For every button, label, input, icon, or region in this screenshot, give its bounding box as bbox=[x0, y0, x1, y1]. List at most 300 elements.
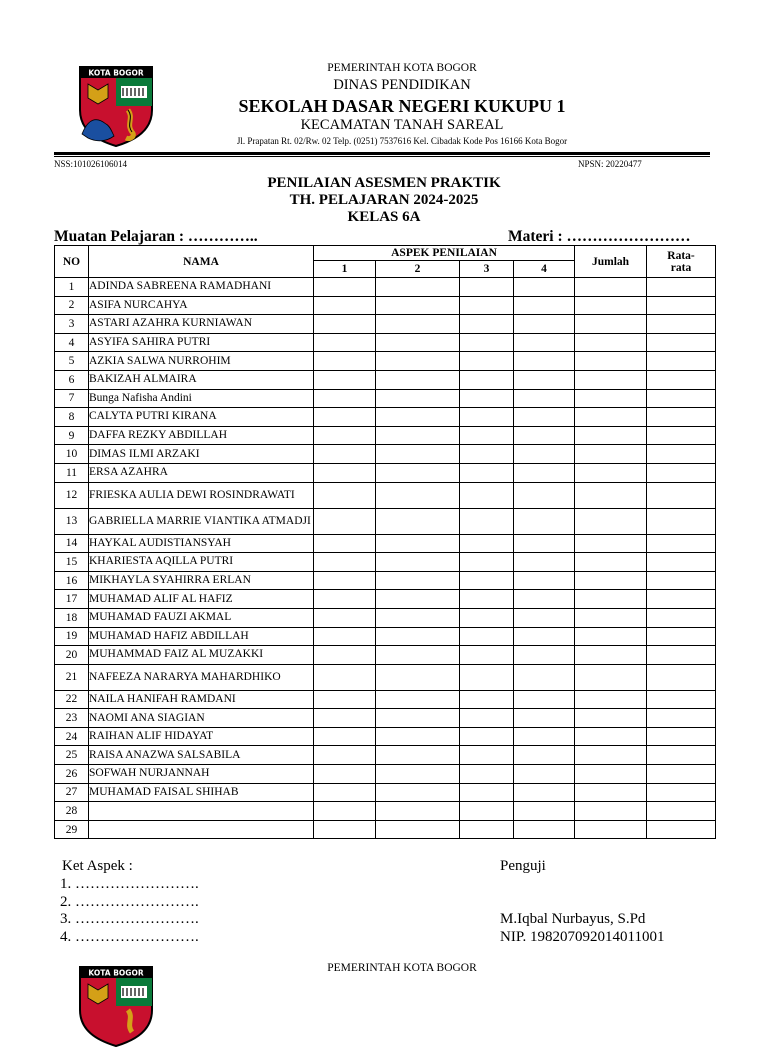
table-row bbox=[55, 370, 716, 389]
row-number: 20 bbox=[55, 646, 89, 665]
student-name: MIKHAYLA SYAHIRRA ERLAN bbox=[89, 571, 314, 590]
table-row bbox=[55, 315, 716, 334]
aspect-4-cell bbox=[514, 571, 575, 590]
district-name: KECAMATAN TANAH SAREAL bbox=[300, 117, 504, 133]
student-name: BAKIZAH ALMAIRA bbox=[89, 370, 314, 389]
aspect-1-cell bbox=[314, 278, 376, 297]
aspect-1-cell bbox=[314, 802, 376, 821]
student-name: ADINDA SABREENA RAMADHANI bbox=[89, 278, 314, 297]
table-row bbox=[55, 646, 716, 665]
aspect-4-cell bbox=[514, 802, 575, 821]
aspect-2-cell bbox=[376, 664, 460, 690]
row-number: 14 bbox=[55, 534, 89, 553]
subject-field: Muatan Pelajaran : ………….. bbox=[54, 228, 258, 245]
aspect-1-cell bbox=[314, 590, 376, 609]
aspect-3-cell bbox=[460, 783, 514, 802]
aspect-3-cell bbox=[460, 571, 514, 590]
aspect-1-cell bbox=[314, 783, 376, 802]
aspect-2-cell bbox=[376, 278, 460, 297]
aspect-3-cell bbox=[460, 482, 514, 508]
student-name: MUHAMAD ALIF AL HAFIZ bbox=[89, 590, 314, 609]
aspect-3-cell bbox=[460, 352, 514, 371]
student-name: ASIFA NURCAHYA bbox=[89, 296, 314, 315]
header-aspect-3: 3 bbox=[460, 261, 514, 278]
aspect-2-cell bbox=[376, 508, 460, 534]
average-cell bbox=[647, 590, 716, 609]
table-row bbox=[55, 389, 716, 408]
aspect-2-cell bbox=[376, 389, 460, 408]
total-cell bbox=[575, 820, 647, 839]
student-name: SOFWAH NURJANNAH bbox=[89, 765, 314, 784]
aspect-1-cell bbox=[314, 571, 376, 590]
total-cell bbox=[575, 627, 647, 646]
examiner-name: M.Iqbal Nurbayus, S.Pd bbox=[500, 911, 646, 927]
examiner-label: Penguji bbox=[500, 858, 546, 874]
aspect-4-cell bbox=[514, 408, 575, 427]
average-cell bbox=[647, 664, 716, 690]
total-cell bbox=[575, 571, 647, 590]
student-name: DIMAS ILMI ARZAKI bbox=[89, 445, 314, 464]
row-number: 6 bbox=[55, 370, 89, 389]
average-cell bbox=[647, 278, 716, 297]
aspect-note-label: Ket Aspek : bbox=[62, 858, 133, 874]
student-name: ASTARI AZAHRA KURNIAWAN bbox=[89, 315, 314, 334]
total-cell bbox=[575, 508, 647, 534]
table-row bbox=[55, 590, 716, 609]
total-cell bbox=[575, 727, 647, 746]
row-number: 1 bbox=[55, 278, 89, 297]
total-cell bbox=[575, 315, 647, 334]
aspect-line-2: 2. ……………………. bbox=[60, 894, 199, 910]
aspect-2-cell bbox=[376, 571, 460, 590]
average-cell bbox=[647, 445, 716, 464]
student-rows bbox=[55, 278, 716, 839]
aspect-2-cell bbox=[376, 590, 460, 609]
aspect-4-cell bbox=[514, 534, 575, 553]
table-row bbox=[55, 820, 716, 839]
average-cell bbox=[647, 646, 716, 665]
total-cell bbox=[575, 802, 647, 821]
total-cell bbox=[575, 608, 647, 627]
aspect-1-cell bbox=[314, 389, 376, 408]
aspect-1-cell bbox=[314, 408, 376, 427]
aspect-3-cell bbox=[460, 534, 514, 553]
aspect-3-cell bbox=[460, 727, 514, 746]
total-cell bbox=[575, 389, 647, 408]
table-row bbox=[55, 571, 716, 590]
header-aspect: ASPEK PENILAIAN bbox=[314, 246, 575, 261]
aspect-3-cell bbox=[460, 802, 514, 821]
aspect-1-cell bbox=[314, 646, 376, 665]
aspect-3-cell bbox=[460, 508, 514, 534]
aspect-2-cell bbox=[376, 482, 460, 508]
aspect-1-cell bbox=[314, 445, 376, 464]
aspect-3-cell bbox=[460, 608, 514, 627]
table-row bbox=[55, 333, 716, 352]
total-cell bbox=[575, 445, 647, 464]
aspect-3-cell bbox=[460, 333, 514, 352]
table-row bbox=[55, 278, 716, 297]
row-number: 21 bbox=[55, 664, 89, 690]
table-row bbox=[55, 445, 716, 464]
aspect-4-cell bbox=[514, 315, 575, 334]
aspect-1-cell bbox=[314, 765, 376, 784]
total-cell bbox=[575, 534, 647, 553]
aspect-1-cell bbox=[314, 727, 376, 746]
total-cell bbox=[575, 690, 647, 709]
aspect-1-cell bbox=[314, 608, 376, 627]
table-row bbox=[55, 664, 716, 690]
aspect-4-cell bbox=[514, 508, 575, 534]
aspect-2-cell bbox=[376, 408, 460, 427]
student-name: Bunga Nafisha Andini bbox=[89, 389, 314, 408]
student-name: CALYTA PUTRI KIRANA bbox=[89, 408, 314, 427]
total-cell bbox=[575, 408, 647, 427]
aspect-2-cell bbox=[376, 627, 460, 646]
aspect-1-cell bbox=[314, 746, 376, 765]
aspect-2-cell bbox=[376, 426, 460, 445]
aspect-2-cell bbox=[376, 534, 460, 553]
aspect-4-cell bbox=[514, 296, 575, 315]
aspect-2-cell bbox=[376, 553, 460, 572]
aspect-3-cell bbox=[460, 820, 514, 839]
aspect-3-cell bbox=[460, 690, 514, 709]
student-name bbox=[89, 820, 314, 839]
student-name: MUHAMAD FAUZI AKMAL bbox=[89, 608, 314, 627]
doc-year: TH. PELAJARAN 2024-2025 bbox=[289, 192, 479, 208]
aspect-4-cell bbox=[514, 783, 575, 802]
student-name: MUHAMAD HAFIZ ABDILLAH bbox=[89, 627, 314, 646]
aspect-4-cell bbox=[514, 646, 575, 665]
table-row bbox=[55, 727, 716, 746]
aspect-4-cell bbox=[514, 590, 575, 609]
average-cell bbox=[647, 482, 716, 508]
aspect-4-cell bbox=[514, 463, 575, 482]
school-address: Jl. Prapatan Rt. 02/Rw. 02 Telp. (0251) 7537616 Kel. Cibadak Kode Pos 16166 Kota Bogor bbox=[236, 136, 568, 146]
aspect-3-cell bbox=[460, 664, 514, 690]
average-cell bbox=[647, 727, 716, 746]
total-cell bbox=[575, 333, 647, 352]
aspect-4-cell bbox=[514, 608, 575, 627]
table-row bbox=[55, 508, 716, 534]
average-cell bbox=[647, 820, 716, 839]
aspect-1-cell bbox=[314, 333, 376, 352]
aspect-3-cell bbox=[460, 315, 514, 334]
aspect-2-cell bbox=[376, 315, 460, 334]
aspect-4-cell bbox=[514, 820, 575, 839]
header-average-line2: rata bbox=[670, 261, 692, 274]
student-name: MUHAMMAD FAIZ AL MUZAKKI bbox=[89, 646, 314, 665]
total-cell bbox=[575, 296, 647, 315]
aspect-2-cell bbox=[376, 802, 460, 821]
logo-text-page2: KOTA BOGOR bbox=[88, 968, 144, 978]
row-number: 11 bbox=[55, 463, 89, 482]
row-number: 23 bbox=[55, 709, 89, 728]
table-row bbox=[55, 296, 716, 315]
total-cell bbox=[575, 746, 647, 765]
aspect-3-cell bbox=[460, 389, 514, 408]
table-row bbox=[55, 627, 716, 646]
row-number: 22 bbox=[55, 690, 89, 709]
aspect-4-cell bbox=[514, 389, 575, 408]
average-cell bbox=[647, 571, 716, 590]
average-cell bbox=[647, 463, 716, 482]
average-cell bbox=[647, 709, 716, 728]
total-cell bbox=[575, 278, 647, 297]
student-name: NAFEEZA NARARYA MAHARDHIKO bbox=[89, 664, 314, 690]
dept-name: DINAS PENDIDIKAN bbox=[333, 77, 471, 93]
aspect-1-cell bbox=[314, 482, 376, 508]
aspect-1-cell bbox=[314, 709, 376, 728]
aspect-1-cell bbox=[314, 690, 376, 709]
total-cell bbox=[575, 463, 647, 482]
aspect-4-cell bbox=[514, 426, 575, 445]
logo-text: KOTA BOGOR bbox=[88, 68, 144, 78]
average-cell bbox=[647, 608, 716, 627]
average-cell bbox=[647, 746, 716, 765]
aspect-2-cell bbox=[376, 727, 460, 746]
aspect-4-cell bbox=[514, 709, 575, 728]
row-number: 4 bbox=[55, 333, 89, 352]
aspect-3-cell bbox=[460, 296, 514, 315]
aspect-4-cell bbox=[514, 627, 575, 646]
aspect-4-cell bbox=[514, 333, 575, 352]
table-row bbox=[55, 408, 716, 427]
student-name: MUHAMAD FAISAL SHIHAB bbox=[89, 783, 314, 802]
total-cell bbox=[575, 664, 647, 690]
average-cell bbox=[647, 534, 716, 553]
aspect-4-cell bbox=[514, 690, 575, 709]
aspect-2-cell bbox=[376, 333, 460, 352]
student-name: RAISA ANAZWA SALSABILA bbox=[89, 746, 314, 765]
doc-title: PENILAIAN ASESMEN PRAKTIK bbox=[267, 175, 501, 191]
table-row bbox=[55, 690, 716, 709]
aspect-1-cell bbox=[314, 820, 376, 839]
total-cell bbox=[575, 646, 647, 665]
row-number: 15 bbox=[55, 553, 89, 572]
table-row bbox=[55, 463, 716, 482]
aspect-1-cell bbox=[314, 508, 376, 534]
npsn-number: NPSN: 20220477 bbox=[578, 159, 642, 169]
aspect-1-cell bbox=[314, 315, 376, 334]
table-row bbox=[55, 608, 716, 627]
material-field: Materi : …………………… bbox=[508, 228, 691, 245]
table-row bbox=[55, 482, 716, 508]
row-number: 13 bbox=[55, 508, 89, 534]
student-name: ERSA AZAHRA bbox=[89, 463, 314, 482]
aspect-1-cell bbox=[314, 664, 376, 690]
examiner-nip: NIP. 198207092014011001 bbox=[500, 929, 665, 945]
aspect-3-cell bbox=[460, 553, 514, 572]
aspect-4-cell bbox=[514, 727, 575, 746]
student-name: NAOMI ANA SIAGIAN bbox=[89, 709, 314, 728]
average-cell bbox=[647, 426, 716, 445]
header-aspect-4: 4 bbox=[514, 261, 575, 278]
aspect-1-cell bbox=[314, 296, 376, 315]
aspect-2-cell bbox=[376, 765, 460, 784]
gov-name-page2: PEMERINTAH KOTA BOGOR bbox=[327, 962, 477, 974]
total-cell bbox=[575, 783, 647, 802]
gov-name: PEMERINTAH KOTA BOGOR bbox=[327, 62, 477, 74]
aspect-3-cell bbox=[460, 709, 514, 728]
average-cell bbox=[647, 408, 716, 427]
average-cell bbox=[647, 783, 716, 802]
row-number: 26 bbox=[55, 765, 89, 784]
row-number: 25 bbox=[55, 746, 89, 765]
student-name: KHARIESTA AQILLA PUTRI bbox=[89, 553, 314, 572]
total-cell bbox=[575, 590, 647, 609]
total-cell bbox=[575, 553, 647, 572]
row-number: 9 bbox=[55, 426, 89, 445]
aspect-line-4: 4. ……………………. bbox=[60, 929, 199, 945]
aspect-3-cell bbox=[460, 370, 514, 389]
aspect-4-cell bbox=[514, 482, 575, 508]
aspect-line-3: 3. ……………………. bbox=[60, 911, 199, 927]
aspect-line-1: 1. ……………………. bbox=[60, 876, 199, 892]
total-cell bbox=[575, 765, 647, 784]
aspect-2-cell bbox=[376, 445, 460, 464]
aspect-1-cell bbox=[314, 463, 376, 482]
student-name: DAFFA REZKY ABDILLAH bbox=[89, 426, 314, 445]
table-row bbox=[55, 352, 716, 371]
average-cell bbox=[647, 690, 716, 709]
total-cell bbox=[575, 709, 647, 728]
aspect-3-cell bbox=[460, 426, 514, 445]
aspect-2-cell bbox=[376, 608, 460, 627]
total-cell bbox=[575, 352, 647, 371]
average-cell bbox=[647, 553, 716, 572]
header-average bbox=[647, 246, 716, 278]
aspect-3-cell bbox=[460, 627, 514, 646]
table-row bbox=[55, 802, 716, 821]
aspect-1-cell bbox=[314, 426, 376, 445]
average-cell bbox=[647, 333, 716, 352]
row-number: 18 bbox=[55, 608, 89, 627]
aspect-3-cell bbox=[460, 590, 514, 609]
aspect-3-cell bbox=[460, 765, 514, 784]
student-name: HAYKAL AUDISTIANSYAH bbox=[89, 534, 314, 553]
row-number: 19 bbox=[55, 627, 89, 646]
average-cell bbox=[647, 296, 716, 315]
row-number: 5 bbox=[55, 352, 89, 371]
student-name: FRIESKA AULIA DEWI ROSINDRAWATI bbox=[89, 482, 314, 508]
student-name: RAIHAN ALIF HIDAYAT bbox=[89, 727, 314, 746]
row-number: 27 bbox=[55, 783, 89, 802]
aspect-2-cell bbox=[376, 709, 460, 728]
row-number: 7 bbox=[55, 389, 89, 408]
header-rule-thick bbox=[54, 152, 710, 155]
aspect-4-cell bbox=[514, 445, 575, 464]
row-number: 24 bbox=[55, 727, 89, 746]
student-name: AZKIA SALWA NURROHIM bbox=[89, 352, 314, 371]
average-cell bbox=[647, 508, 716, 534]
row-number: 29 bbox=[55, 820, 89, 839]
aspect-4-cell bbox=[514, 370, 575, 389]
header-total: Jumlah bbox=[575, 246, 647, 278]
aspect-3-cell bbox=[460, 278, 514, 297]
aspect-1-cell bbox=[314, 627, 376, 646]
row-number: 12 bbox=[55, 482, 89, 508]
average-cell bbox=[647, 352, 716, 371]
average-cell bbox=[647, 389, 716, 408]
aspect-2-cell bbox=[376, 783, 460, 802]
total-cell bbox=[575, 370, 647, 389]
aspect-4-cell bbox=[514, 746, 575, 765]
aspect-2-cell bbox=[376, 463, 460, 482]
aspect-1-cell bbox=[314, 534, 376, 553]
table-row bbox=[55, 534, 716, 553]
total-cell bbox=[575, 426, 647, 445]
aspect-4-cell bbox=[514, 664, 575, 690]
assessment-table bbox=[54, 245, 716, 839]
nss-number: NSS:101026106014 bbox=[54, 159, 128, 169]
city-logo-page2 bbox=[76, 964, 156, 1048]
header-aspect-1: 1 bbox=[314, 261, 376, 278]
aspect-3-cell bbox=[460, 445, 514, 464]
table-row bbox=[55, 746, 716, 765]
average-cell bbox=[647, 765, 716, 784]
header-name: NAMA bbox=[89, 246, 314, 278]
aspect-2-cell bbox=[376, 746, 460, 765]
total-cell bbox=[575, 482, 647, 508]
aspect-2-cell bbox=[376, 820, 460, 839]
aspect-2-cell bbox=[376, 646, 460, 665]
header-no: NO bbox=[55, 246, 89, 278]
row-number: 17 bbox=[55, 590, 89, 609]
row-number: 10 bbox=[55, 445, 89, 464]
average-cell bbox=[647, 370, 716, 389]
aspect-4-cell bbox=[514, 553, 575, 572]
aspect-2-cell bbox=[376, 296, 460, 315]
aspect-2-cell bbox=[376, 690, 460, 709]
aspect-4-cell bbox=[514, 352, 575, 371]
row-number: 28 bbox=[55, 802, 89, 821]
school-name: SEKOLAH DASAR NEGERI KUKUPU 1 bbox=[238, 96, 566, 116]
aspect-3-cell bbox=[460, 463, 514, 482]
aspect-3-cell bbox=[460, 646, 514, 665]
average-cell bbox=[647, 315, 716, 334]
header-average-line1: Rata- bbox=[667, 249, 695, 262]
doc-class: KELAS 6A bbox=[347, 209, 421, 225]
header-aspect-2: 2 bbox=[376, 261, 460, 278]
table-row bbox=[55, 765, 716, 784]
table-row bbox=[55, 426, 716, 445]
aspect-2-cell bbox=[376, 352, 460, 371]
table-row bbox=[55, 553, 716, 572]
aspect-1-cell bbox=[314, 370, 376, 389]
aspect-4-cell bbox=[514, 278, 575, 297]
row-number: 8 bbox=[55, 408, 89, 427]
aspect-4-cell bbox=[514, 765, 575, 784]
row-number: 16 bbox=[55, 571, 89, 590]
table-row bbox=[55, 709, 716, 728]
row-number: 3 bbox=[55, 315, 89, 334]
student-name: ASYIFA SAHIRA PUTRI bbox=[89, 333, 314, 352]
table-row bbox=[55, 783, 716, 802]
average-cell bbox=[647, 627, 716, 646]
header-rule-thin bbox=[54, 156, 710, 157]
student-name: NAILA HANIFAH RAMDANI bbox=[89, 690, 314, 709]
student-name bbox=[89, 802, 314, 821]
aspect-1-cell bbox=[314, 352, 376, 371]
aspect-1-cell bbox=[314, 553, 376, 572]
aspect-3-cell bbox=[460, 408, 514, 427]
aspect-2-cell bbox=[376, 370, 460, 389]
average-cell bbox=[647, 802, 716, 821]
row-number: 2 bbox=[55, 296, 89, 315]
aspect-3-cell bbox=[460, 746, 514, 765]
student-name: GABRIELLA MARRIE VIANTIKA ATMADJI bbox=[89, 508, 314, 534]
